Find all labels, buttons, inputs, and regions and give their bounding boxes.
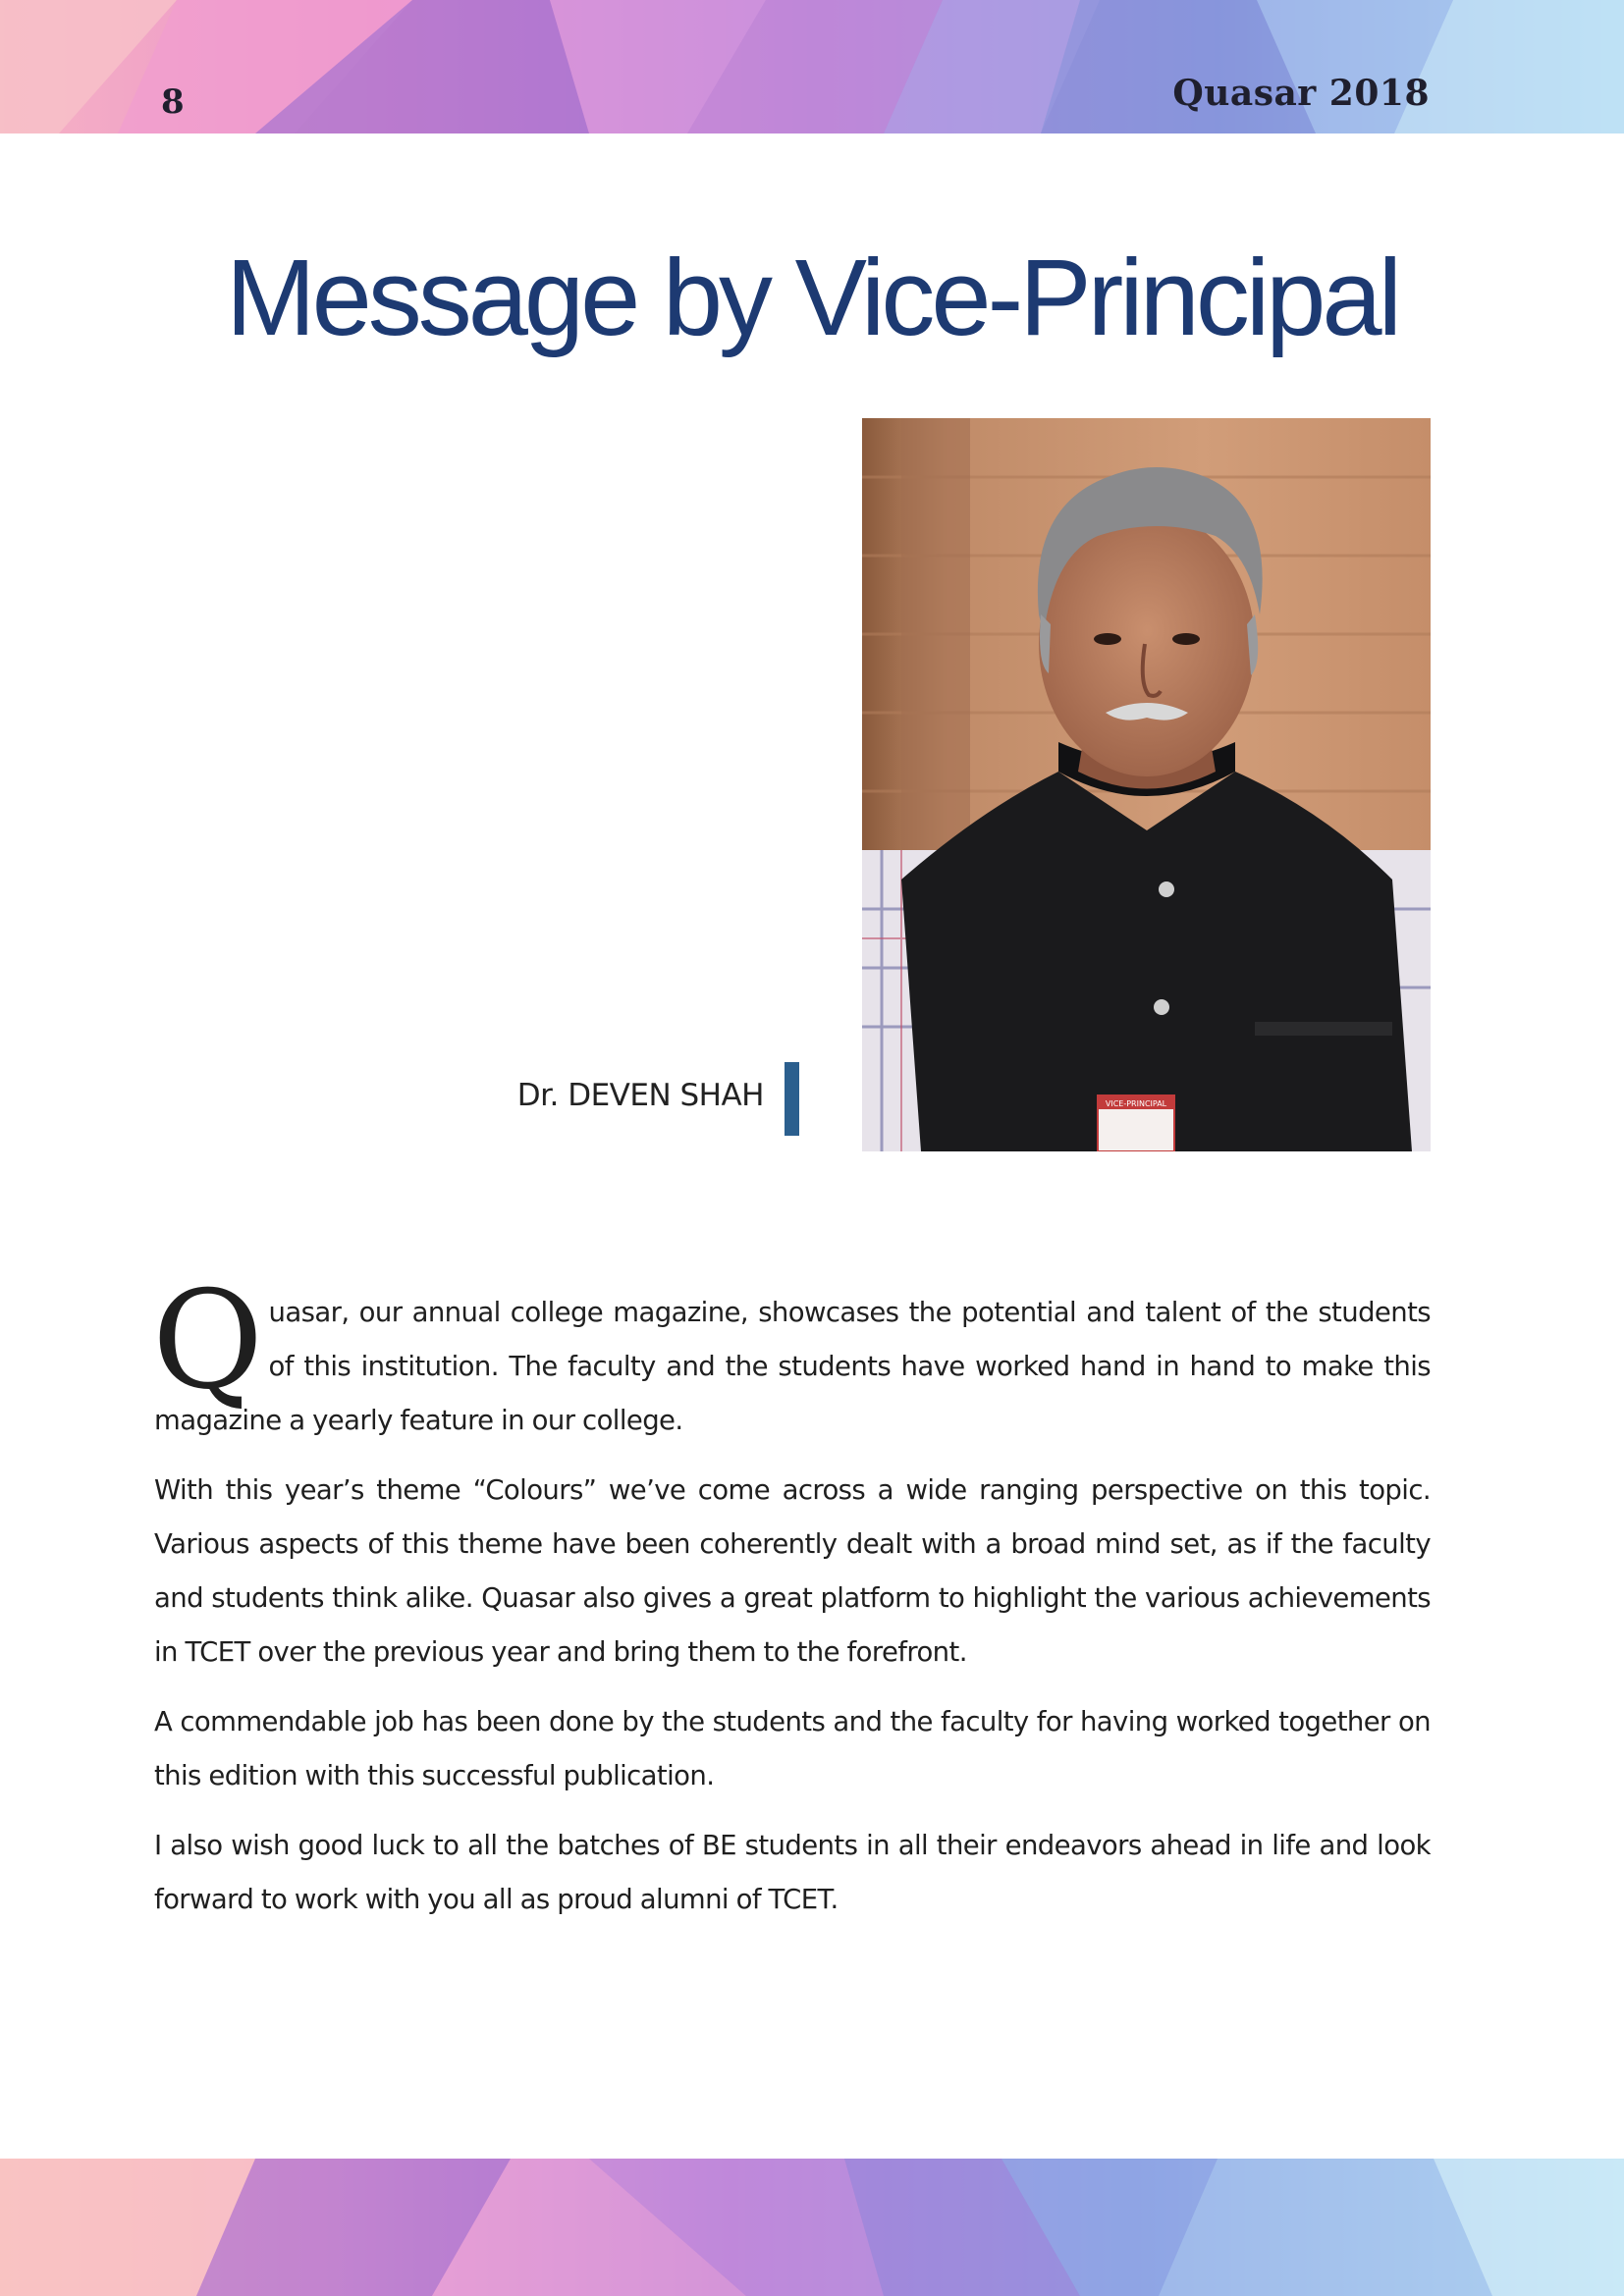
paragraph-1-text: uasar, our annual college magazine, showcases the potential and talent of the students of this institution. The faculty and the students have worked hand in hand to make this magazine a yearly feature in our college. [154,1297,1431,1436]
accent-bar [785,1062,799,1136]
magazine-title: Quasar 2018 [1172,73,1430,114]
page-title: Message by Vice-Principal [225,238,1399,358]
paragraph-2: With this year’s theme “Colours” we’ve come across a wide ranging perspective on this topic. Various aspects of this theme have been coherently dealt with a broad mind set, as if the faculty and students think alike. Quasar also gives a great platform to highlight the various achievements in TCET over the previous year and bring them to the forefront. [154,1474,1431,1668]
page-number: 8 [161,82,185,122]
paragraph-1 [152,1261,1431,1448]
person-name: Dr. DEVEN SHAH [516,1078,764,1113]
footer-decorative-band [0,2159,1624,2296]
id-badge-text: VICE-PRINCIPAL [1105,1099,1167,1108]
paragraph-3: A commendable job has been done by the students and the faculty for having worked together on this edition with this successful publication. [154,1706,1431,1791]
portrait-photo [862,418,1431,1151]
drop-cap: Q [152,1261,263,1419]
paragraph-4: I also wish good luck to all the batches of BE students in all their endeavors ahead in life and look forward to work with you all as proud alumni of TCET. [154,1830,1431,1915]
message-body [152,1261,1431,1943]
